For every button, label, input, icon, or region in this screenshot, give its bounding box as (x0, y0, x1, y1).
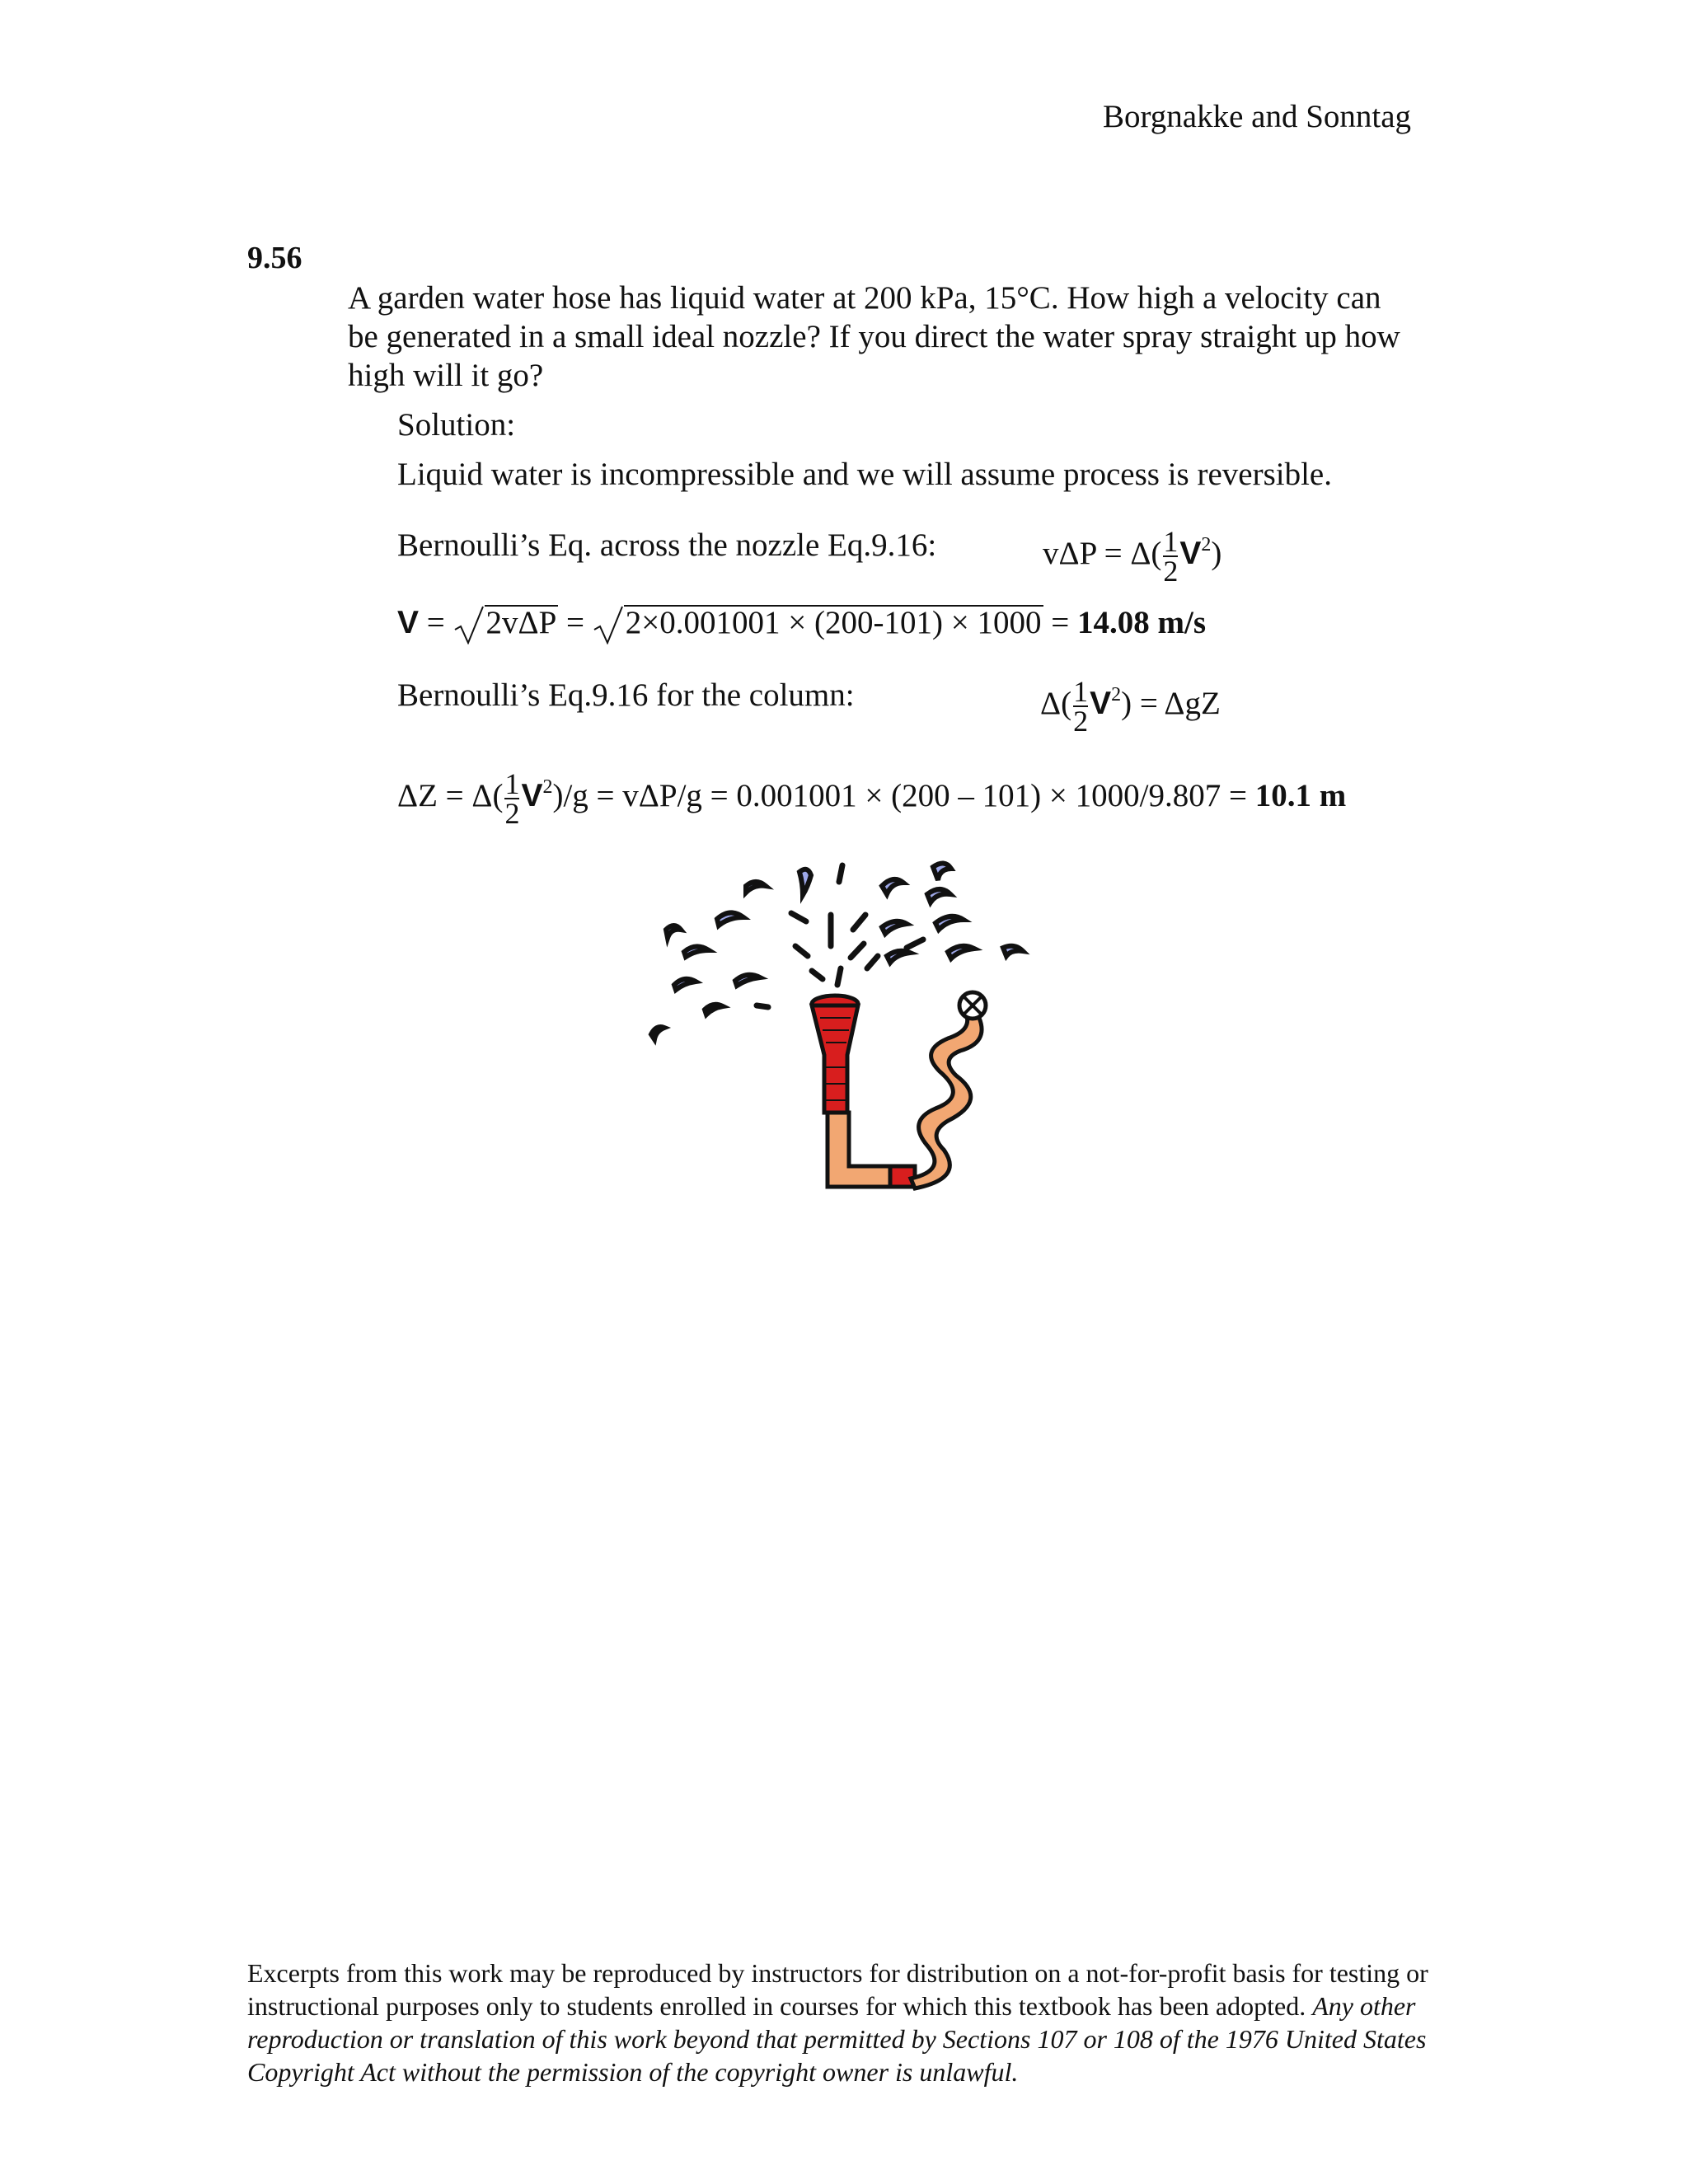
solution-assumption: Liquid water is incompressible and we will assume process is reversible. (397, 457, 1332, 492)
problem-statement-line-1: A garden water hose has liquid water at 200 kPa, 15°C. How high a velocity can (348, 280, 1381, 316)
problem-statement-line-2: be generated in a small ideal nozzle? If you direct the water spray straight up how (348, 319, 1400, 354)
eq3-frac-den: 2 (1073, 705, 1089, 738)
eq1-velocity: V (1179, 536, 1202, 571)
eq1-frac-num: 1 (1163, 525, 1179, 559)
eq3-rhs: ) = ΔgZ (1121, 686, 1221, 721)
sqrt-2 (593, 602, 1043, 644)
garden-hose-spray-icon (643, 849, 1055, 1212)
eq1-lhs: vΔP = Δ( (1043, 536, 1162, 571)
footer-italic-text: Any other reproduction or translation of this work beyond that permitted by Sections 107 or 108 of the 1976 United States Copyright Act without the permission of the copyright owner is unlawful. (247, 1991, 1427, 2087)
eq4-rhs: )/g = vΔP/g = 0.001001 × (200 – 101) × 1000/9.807 = (552, 778, 1255, 813)
sqrt-2-body: 2×0.001001 × (200-101) × 1000 (625, 605, 1042, 640)
eq1-exponent: 2 (1201, 534, 1212, 555)
spray-streaks (757, 865, 923, 1007)
eq4-fraction (504, 767, 520, 831)
eq3-exponent: 2 (1111, 684, 1122, 705)
eq3-open: Δ( (1040, 686, 1072, 721)
sqrt-1 (453, 602, 559, 644)
eq2-equals-1: = (419, 605, 453, 640)
eq1-fraction (1163, 525, 1179, 588)
velocity-result: 14.08 m/s (1077, 605, 1206, 640)
nozzle (812, 996, 858, 1113)
copyright-footer (247, 1957, 1434, 2088)
eq3-velocity: V (1090, 686, 1112, 721)
eq4-exponent: 2 (542, 776, 553, 798)
equation-velocity (397, 602, 1206, 644)
equation-height (397, 750, 1347, 831)
sqrt-1-body: 2vΔP (485, 605, 557, 640)
sqrt-sign-icon (453, 605, 485, 644)
eq1-frac-den: 2 (1163, 555, 1179, 588)
footer-normal-text: Excerpts from this work may be reproduced by instructors for distribution on a not-for-profit basis for testing or instructional purposes only to students enrolled in courses for which this textbook has been adopted. (247, 1958, 1428, 2021)
eq3-frac-num: 1 (1073, 675, 1089, 709)
eq2-equals-3: = (1043, 605, 1077, 640)
problem-number: 9.56 (247, 241, 302, 275)
sqrt-sign-icon (593, 605, 624, 644)
eq2-velocity: V (397, 605, 420, 640)
equation-nozzle (1043, 508, 1222, 588)
height-result: 10.1 m (1254, 778, 1347, 813)
eq4-frac-num: 1 (504, 767, 520, 801)
problem-statement-line-3: high will it go? (348, 358, 544, 393)
equation-column (1040, 658, 1221, 738)
eq4-velocity: V (521, 778, 543, 813)
eq4-frac-den: 2 (504, 797, 520, 831)
header-authors: Borgnakke and Sonntag (1103, 99, 1412, 134)
bernoulli-nozzle-label: Bernoulli’s Eq. across the nozzle Eq.9.16: (397, 527, 937, 563)
solution-heading: Solution: (397, 407, 516, 443)
eq3-fraction (1073, 675, 1089, 738)
eq4-lhs: ΔZ = Δ( (397, 778, 504, 813)
eq2-equals-2: = (558, 605, 593, 640)
bernoulli-column-label: Bernoulli’s Eq.9.16 for the column: (397, 677, 855, 713)
eq1-close: ) (1211, 536, 1222, 571)
